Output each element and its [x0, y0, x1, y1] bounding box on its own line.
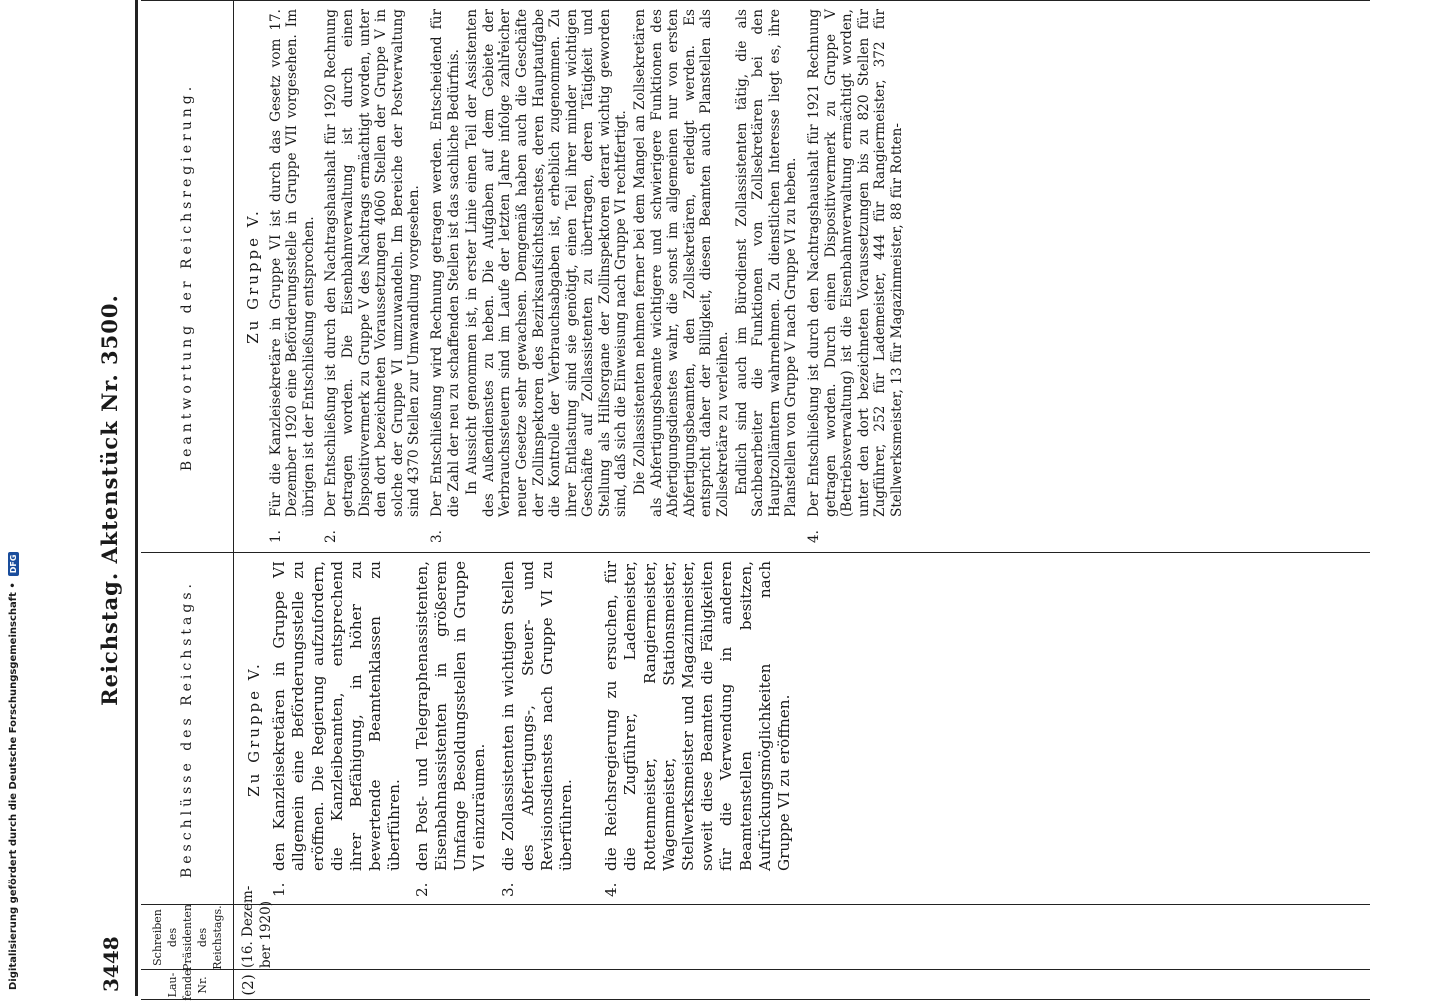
resolution-item-number: 3. — [499, 882, 518, 897]
reply-item-number: 2. — [323, 530, 340, 543]
resolution-item — [413, 561, 490, 897]
resolution-item-number: 4. — [602, 882, 621, 897]
resolution-item-text: die Zollassistenten in wichtigen Stellen des Abfertigungs-, Steuer- und Revisionsdienstes nach Gruppe VI zu überführen. — [499, 561, 576, 871]
reply-paragraph: Die Zollassistenten nehmen ferner bei dem Mangel an Zollsekretären als Abfertigungsbeamte wichtigere und schwierigere Funktionen des Abfertigungsdienstes wahr, die sonst im allgemeinen nur von ersten Abfertigungsbeamten, den Zollsekretären, erledigt werden. Es entspricht daher der Billigkeit, diesen Beamten auch Planstellen als Zollsekretäre zu verleihen. — [632, 9, 732, 517]
digitization-credit-strip — [0, 0, 28, 1000]
page-number: 3448 — [99, 936, 123, 992]
reply-item-number: 3. — [428, 530, 445, 543]
reply-paragraph: Der Entschließung ist durch den Nachtragshaushalt für 1921 Rechnung getragen worden. Durch einen Dispositivvermerk zu Gruppe V (Betriebsverwaltung) ist die Eisenbahnverwaltung ermächtigt worden, unter den dort bezeichneten Voraussetzungen bis zu 820 Stellen für Zugführer, 252 für Lademeister, 444 für Rangiermeister, 372 für Stellwerksmeister, 13 für Magazinmeister, 88 für Rotten- — [806, 9, 905, 517]
resolution-item-text: die Reichsregierung zu ersuchen, für die Zugführer, Lademeister, Rottenmeister, Rangiermeister, Wagenmeister, Stationsmeister, Stellwerksmeister und Magazinmeister, soweit diese Beamten die Fähigkeiten für die Verwendung in anderen Beamtenstellen besitzen, Aufrückungsmöglichkeiten nach Gruppe VI zu eröffnen. — [602, 561, 794, 871]
resolution-item-text: den Post- und Telegraphenassistenten, Eisenbahnassistenten in größerem Umfange Besoldungsstellen in Gruppe VI einzuräumen. — [412, 561, 489, 871]
column-rule — [141, 969, 1370, 970]
reply-item-text — [268, 9, 320, 517]
row-letter-date: (16. Dezem- ber 1920) — [240, 885, 274, 968]
row-number: (2) — [239, 974, 257, 996]
column-rule — [141, 904, 1370, 905]
col-header-reply: Beantwortung der Reichsregierung. — [178, 82, 195, 472]
reply-item — [429, 9, 802, 543]
reply-paragraph: In Aussicht genommen ist, in erster Linie einen Teil der Assistenten des Außendienstes zu heben. Die Aufgaben auf dem Gebiete der Verbrauchssteuern sind im Laufe der letzten Jahre infolge zahlreicher neuer Gesetze sehr gewachsen. Demgemäß haben auch die Geschäfte der Zollinspektoren des Bezirksaufsichtsdienstes, deren Hauptaufgabe die Kontrolle der Verbrauchsabgaben ist, erheblich zugenommen. Zu ihrer Entlastung sind sie genötigt, einen Teil ihrer minder wichtigen Geschäfte auf Zollassistenten zu übertragen, deren Tätigkeit und Stellung als Hilfsorgane der Zollinspektoren derart wichtig geworden sind, daß sich die Einweisung nach Gruppe VI rechtfertigt. — [464, 9, 630, 517]
resolution-item-number: 1. — [270, 882, 289, 897]
header-divider — [233, 0, 234, 905]
reply-item-text — [323, 9, 425, 517]
resolutions-column — [241, 561, 802, 897]
reply-item — [323, 9, 425, 543]
column-rule — [141, 0, 1370, 1]
header-rule — [135, 0, 138, 996]
reply-item-number: 1. — [267, 530, 284, 543]
resolution-item-number: 2. — [412, 882, 431, 897]
resolution-table — [141, 0, 1370, 1000]
reply-item-number: 4. — [806, 530, 822, 543]
page-title: Reichstag. Aktenstück Nr. 3500. — [97, 294, 122, 706]
credit-text: Digitalisierung gefördert durch die Deutsche Forschungsgemeinschaft • — [7, 582, 19, 990]
resolution-item — [270, 561, 404, 897]
page-header — [95, 8, 131, 992]
col-header-resolutions: Beschlüsse des Reichstags. — [178, 580, 195, 879]
reply-paragraph: Der Entschließung wird Rechnung getragen werden. Entscheidend für die Zahl der neu zu schaffenden Stellen ist das sachliche Bedürfnis. — [428, 9, 462, 517]
resolution-item-text: den Kanzleisekretären in Gruppe VI allgemein eine Beförderungsstelle zu eröffnen. Die Regierung aufzufordern, die Kanzleibeamten, entsprechend ihrer Befähigung, in höher zu bewertende Beamtenklassen zu überführen. — [270, 561, 404, 871]
reply-group-heading: Zu Gruppe V. — [244, 208, 262, 344]
col-header-letter: Schreiben des Präsidenten des Reichstags. — [150, 903, 224, 972]
resolution-item — [499, 561, 576, 897]
col-header-number: Lau- fende Nr. — [165, 969, 209, 1001]
reply-column — [241, 9, 912, 543]
digitization-credit — [2, 10, 24, 990]
dfg-logo: DFG — [8, 552, 19, 577]
rotated-document — [95, 0, 1375, 1000]
reply-item — [806, 9, 908, 543]
reply-paragraph: Endlich sind auch im Bürodienst Zollassistenten tätig, die als Sachbearbeiter die Funktionen von Zollsekretären bei den Hauptzollämtern wahrnehmen. Zu dienstlichen Interesse liegt es, ihre Planstellen von Gruppe V nach Gruppe VI zu heben. — [733, 9, 800, 517]
resolutions-group-heading: Zu Gruppe V. — [245, 661, 263, 797]
column-rule — [141, 552, 1370, 553]
resolution-item — [602, 561, 794, 897]
header-divider — [233, 905, 234, 1000]
reply-item-text — [806, 9, 908, 517]
reply-item-text — [429, 9, 802, 517]
reply-item — [268, 9, 320, 543]
reply-paragraph: Der Entschließung ist durch den Nachtragshaushalt für 1920 Rechnung getragen worden. Die Eisenbahnverwaltung ist durch einen Dispositivvermerk zu Gruppe V des Nachtrags ermächtigt worden, unter den dort bezeichneten Voraussetzungen 4060 Stellen der Gruppe V in solche der Gruppe VI umzuwandeln. Im Bereiche der Postverwaltung sind 4370 Stellen zur Umwandlung vorgesehen. — [323, 9, 423, 517]
reply-paragraph: Für die Kanzleisekretäre in Gruppe VI ist durch das Gesetz vom 17. Dezember 1920 eine Beförderungsstelle in Gruppe VII vorgesehen. Im übrigen ist der Entschließung entsprochen. — [267, 9, 317, 517]
